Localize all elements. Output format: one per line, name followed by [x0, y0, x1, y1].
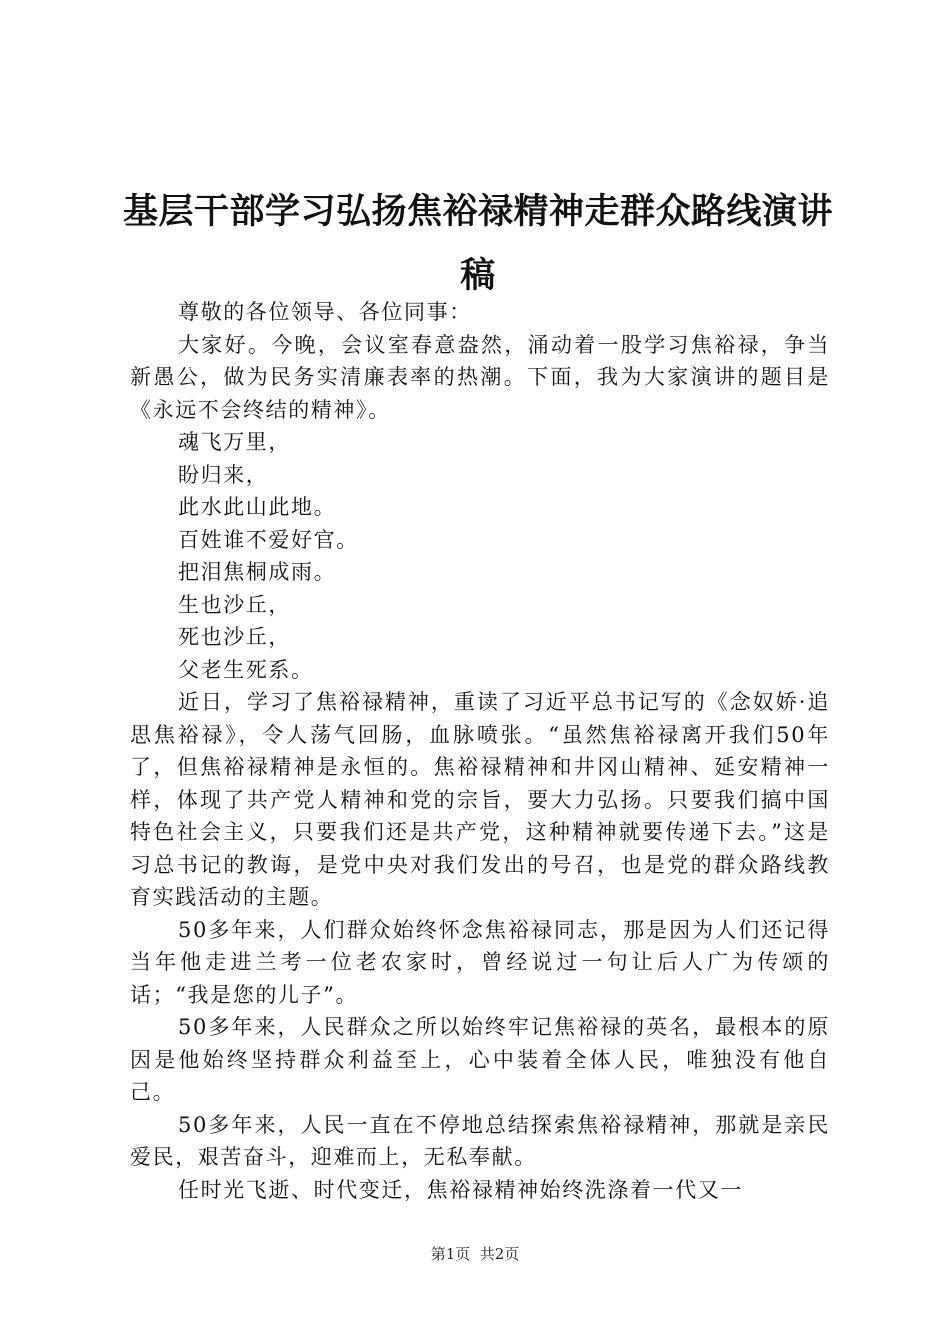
paragraph: 50多年来，人们群众始终怀念焦裕禄同志，那是因为人们还记得当年他走进兰考一位老农家时，曾经说过一句让后人广为传颂的话；“我是您的儿子”。	[130, 917, 830, 1007]
poem-line: 父老生死系。	[178, 657, 314, 682]
poem-line: 死也沙丘，	[178, 625, 291, 649]
salutation: 尊敬的各位领导、各位同事：	[178, 300, 472, 324]
poem-line: 生也沙丘，	[178, 592, 291, 617]
poem-line: 盼归来，	[178, 462, 269, 487]
paragraph: 任时光飞逝、时代变迁，焦裕禄精神始终洗涤着一代又一	[178, 1177, 743, 1202]
paragraph: 50多年来，人民一直在不停地总结探索焦裕禄精神，那就是亲民爱民，艰苦奋斗，迎难而上，无私奉献。	[130, 1112, 830, 1169]
page-footer: 第1页 共2页	[430, 1245, 520, 1263]
document-title: 基层干部学习弘扬焦裕禄精神走群众路线演讲稿	[122, 192, 833, 296]
poem-line: 百姓谁不爱好官。	[178, 527, 359, 552]
poem-line: 此水此山此地。	[178, 495, 337, 519]
paragraph: 50多年来，人民群众之所以始终牢记焦裕禄的英名，最根本的原因是他始终坚持群众利益至上，心中装着全体人民，唯独没有他自己。	[130, 1015, 830, 1104]
document-body	[130, 296, 830, 1206]
poem-line: 魂飞万里，	[178, 430, 291, 454]
paragraph: 近日，学习了焦裕禄精神，重读了习近平总书记写的《念奴娇·追思焦裕禄》，令人荡气回肠，血脉喷张。“虽然焦裕禄离开我们50年了，但焦裕禄精神是永恒的。焦裕禄精神和井冈山精神、延安精神一样，体现了共产党人精神和党的宗旨，要大力弘扬。只要我们搞中国特色社会主义，只要我们还是共产党，这种精神就要传递下去。”这是习总书记的教诲，是党中央对我们发出的号召，也是党的群众路线教育实践活动的主题。	[130, 690, 830, 909]
paragraph: 大家好。今晚，会议室春意盎然，涌动着一股学习焦裕禄，争当新愚公，做为民务实清廉表率的热潮。下面，我为大家演讲的题目是《永远不会终结的精神》。	[130, 332, 830, 422]
poem-line: 把泪焦桐成雨。	[178, 560, 337, 584]
